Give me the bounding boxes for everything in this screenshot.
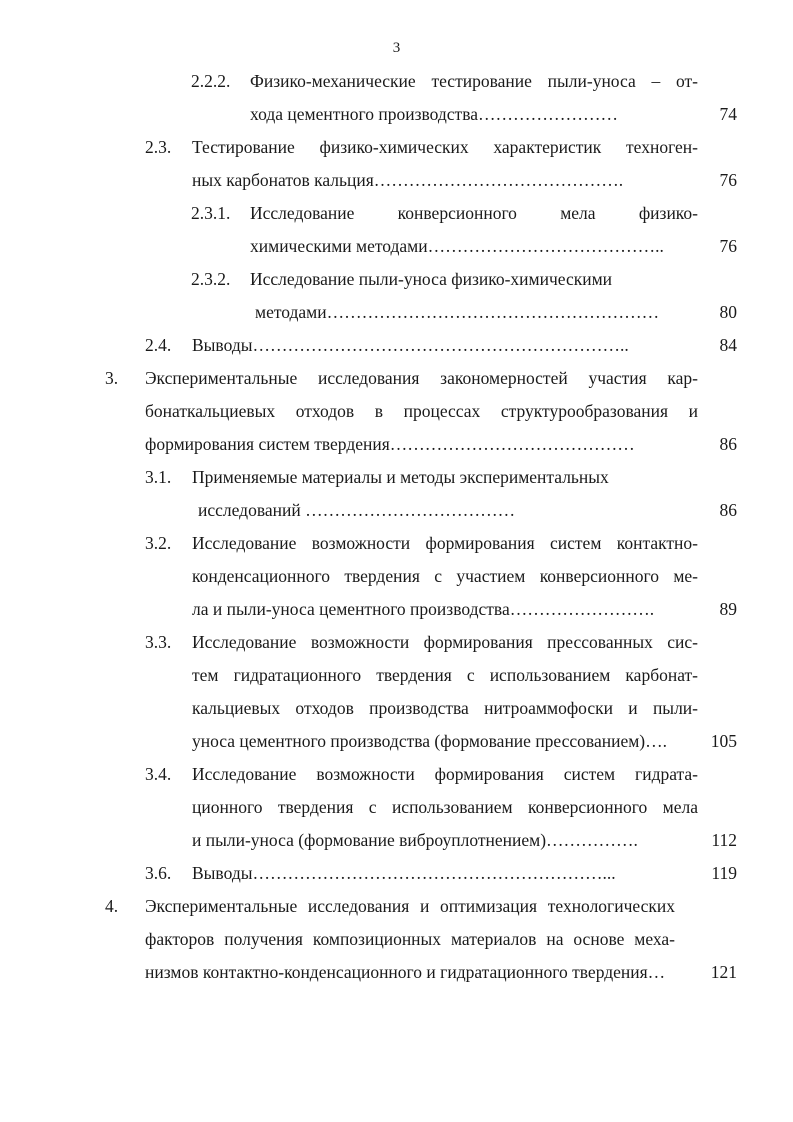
entry-title-line: факторов получения композиционных материалов на основе меха-	[145, 929, 675, 949]
entry-page: 80	[719, 302, 737, 322]
entry-number: 3.2.	[145, 533, 172, 553]
entry-title-line: Физико-механические тестирование пыли-уноса – от-	[250, 71, 698, 91]
entry-number: 3.3.	[145, 632, 172, 652]
entry-page: 86	[719, 434, 737, 454]
entry-title-line: низмов контактно-конденсационного и гидратационного твердения…	[145, 962, 666, 982]
entry-title-line: ла и пыли-уноса цементного производства…………………….	[192, 599, 655, 619]
entry-title-line: Исследование возможности формирования систем контактно-	[192, 533, 698, 553]
entry-number: 3.	[105, 368, 119, 388]
entry-title-line: Исследование возможности формирования прессованных сис-	[192, 632, 698, 652]
entry-number: 2.2.2.	[191, 71, 231, 91]
page-number: 3	[392, 40, 401, 56]
entry-page: 74	[719, 104, 737, 124]
entry-number: 2.3.1.	[191, 203, 231, 223]
entry-title-line: и пыли-уноса (формование виброуплотнением)…………….	[192, 830, 638, 850]
entry-title-line: ных карбонатов кальция…………………………………….	[192, 170, 624, 190]
entry-title-line: химическими методами…………………………………..	[250, 236, 664, 256]
entry-title-line: Применяемые материалы и методы экспериментальных	[192, 467, 609, 487]
entry-page: 112	[711, 830, 737, 850]
entry-title-line: Экспериментальные исследования и оптимизация технологических	[145, 896, 675, 916]
entry-page: 84	[719, 335, 737, 355]
entry-number: 2.3.	[145, 137, 172, 157]
entry-title-line: формирования систем твердения……………………………………	[145, 434, 635, 454]
entry-page: 76	[719, 170, 737, 190]
entry-title-line: хода цементного производства……………………	[250, 104, 618, 124]
entry-title-line: уноса цементного производства (формование прессованием)….	[192, 731, 667, 751]
entry-title-line: Тестирование физико-химических характеристик техноген-	[192, 137, 698, 157]
entry-number: 3.1.	[145, 467, 172, 487]
entry-title-line: ционного твердения с использованием конверсионного мела	[192, 797, 698, 817]
entry-title-line: бонаткальциевых отходов в процессах структурообразования и	[145, 401, 698, 421]
entry-title-line: Выводы……………………………………………………...	[192, 863, 616, 883]
entry-page: 86	[719, 500, 737, 520]
entry-number: 2.3.2.	[191, 269, 231, 289]
entry-number: 4.	[105, 896, 119, 916]
entry-title-line: Исследование конверсионного мела физико-	[250, 203, 698, 223]
entry-title-line: исследований ………………………………	[198, 500, 516, 520]
entry-title-line: тем гидратационного твердения с использованием карбонат-	[192, 665, 698, 685]
entry-title-line: Исследование пыли-уноса физико-химическими	[250, 269, 613, 289]
entry-number: 2.4.	[145, 335, 172, 355]
entry-title-line: методами…………………………………………………	[255, 302, 660, 322]
entry-page: 121	[710, 962, 737, 982]
entry-number: 3.4.	[145, 764, 172, 784]
entry-title-line: кальциевых отходов производства нитроаммофоски и пыли-	[192, 698, 698, 718]
entry-page: 89	[719, 599, 737, 619]
entry-title-line: конденсационного твердения с участием конверсионного ме-	[192, 566, 698, 586]
entry-title-line: Выводы………………………………………………………..	[192, 335, 629, 355]
entry-title-line: Исследование возможности формирования систем гидрата-	[192, 764, 698, 784]
entry-page: 76	[719, 236, 737, 256]
entry-page: 119	[711, 863, 737, 883]
entry-page: 105	[710, 731, 737, 751]
entry-number: 3.6.	[145, 863, 172, 883]
entry-title-line: Экспериментальные исследования закономерностей участия кар-	[145, 368, 698, 388]
